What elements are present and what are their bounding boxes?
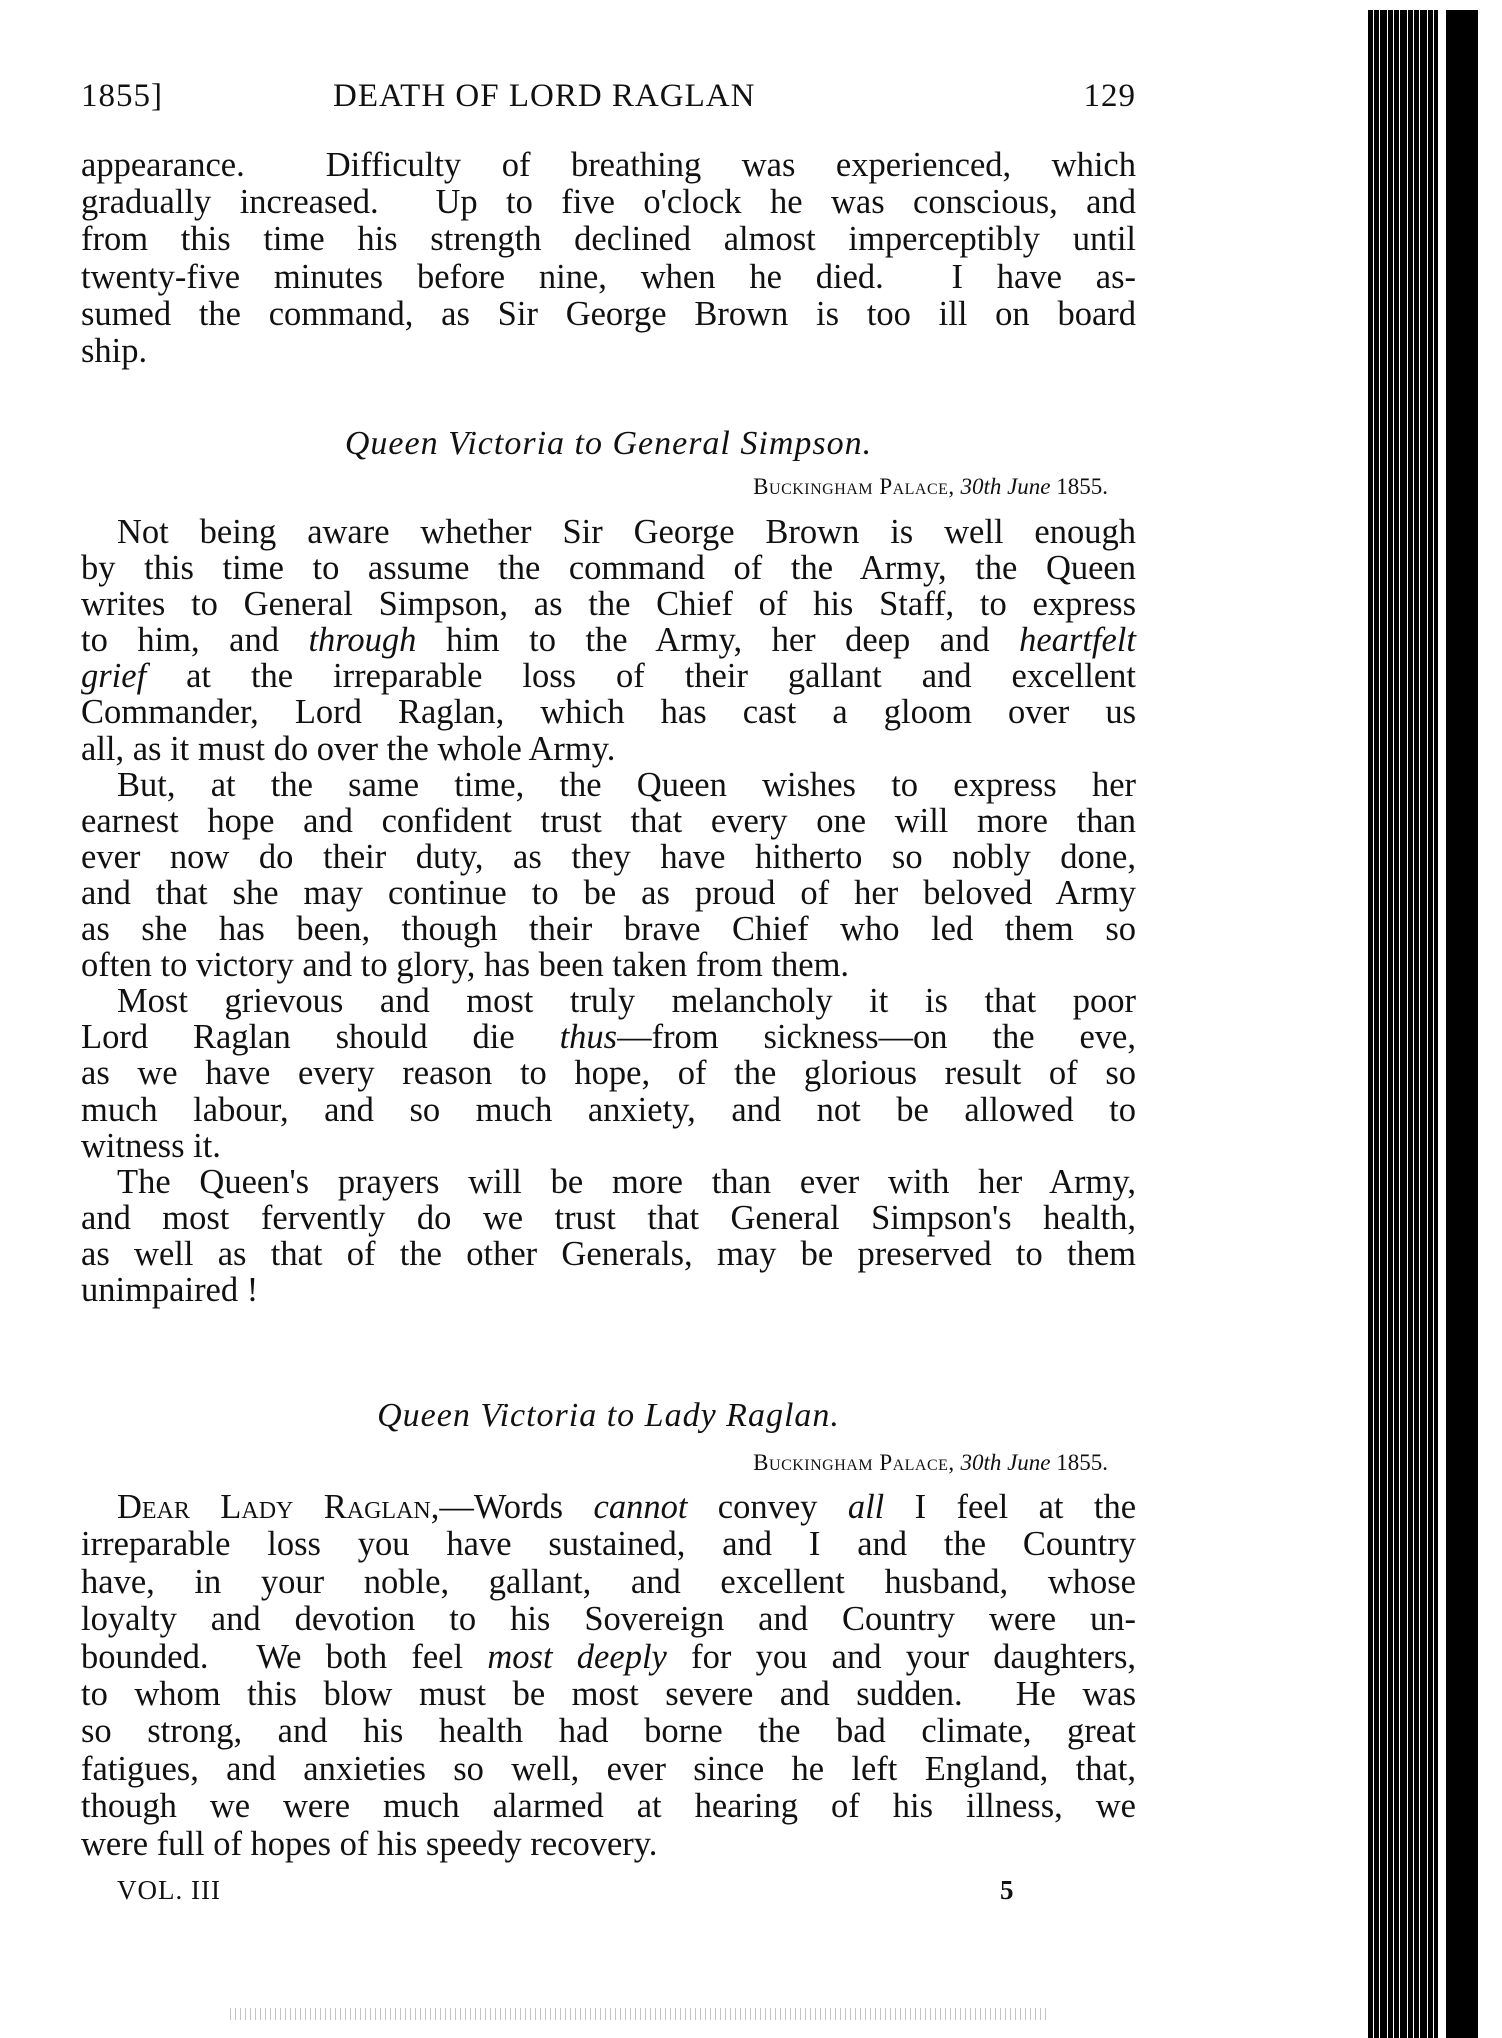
text-segment: Not being aware whether Sir George Brown is well enough — [117, 513, 1136, 551]
small-caps-text: Dear Lady Raglan — [117, 1488, 431, 1526]
italic-text: thus — [559, 1018, 618, 1057]
italic-text: cannot — [593, 1488, 688, 1526]
text-line — [81, 1826, 1136, 1863]
text-line — [81, 1639, 1136, 1676]
text-line — [81, 911, 1136, 947]
text-segment: appearance. Difficulty of breathing was experienced, which — [81, 146, 1136, 184]
text-line — [81, 1272, 1136, 1308]
text-segment: so strong, and his health had borne the bad climate, great — [81, 1712, 1136, 1751]
text-segment: for you and your daughters, — [666, 1637, 1137, 1676]
continued-text — [81, 147, 1136, 370]
text-segment: witness it. — [81, 1126, 221, 1165]
text-segment: bounded. We both feel — [81, 1637, 488, 1676]
italic-text: grief — [81, 657, 147, 696]
text-line — [81, 658, 1136, 694]
text-segment: irreparable loss you have sustained, and I and the Country — [81, 1525, 1136, 1564]
text-line — [81, 1092, 1136, 1128]
text-line — [81, 1601, 1136, 1638]
text-line — [81, 1788, 1136, 1825]
text-segment: much labour, and so much anxiety, and not be allowed to — [81, 1090, 1136, 1129]
text-line — [81, 1713, 1136, 1750]
text-line — [81, 803, 1136, 839]
text-line — [81, 1200, 1136, 1236]
text-segment: Commander, Lord Raglan, which has cast a gloom over us — [81, 693, 1136, 732]
text-segment: often to victory and to glory, has been taken from them. — [81, 946, 850, 985]
running-head-title: DEATH OF LORD RAGLAN — [333, 78, 756, 114]
text-line — [81, 1164, 1136, 1200]
text-line — [81, 767, 1136, 803]
text-segment: as we have every reason to hope, of the glorious result of so — [81, 1054, 1136, 1093]
date-day: 30th June — [960, 474, 1051, 499]
text-line — [81, 731, 1136, 767]
text-segment: unimpaired ! — [81, 1270, 259, 1309]
text-segment: But, at the same time, the Queen wishes to express her — [117, 765, 1136, 804]
italic-text: heartfelt — [1019, 621, 1136, 660]
text-line — [81, 259, 1136, 296]
date-year: 1855. — [1056, 474, 1108, 499]
text-segment: though we were much alarmed at hearing of his illness, we — [81, 1787, 1136, 1826]
text-segment: were full of hopes of his speedy recovery. — [81, 1824, 658, 1863]
text-segment: all, as it must do over the whole Army. — [81, 729, 616, 768]
text-segment: gradually increased. Up to five o'clock he was conscious, and — [81, 183, 1136, 222]
text-segment: and most fervently do we trust that General Simpson's health, — [81, 1198, 1136, 1237]
text-line — [81, 1526, 1136, 1563]
text-line — [81, 694, 1136, 730]
text-segment: him to the Army, her deep and — [416, 621, 1020, 660]
text-line — [81, 1128, 1136, 1164]
text-segment: by this time to assume the command of the Army, the Queen — [81, 549, 1136, 588]
running-head — [81, 78, 1136, 118]
date-place: Buckingham Palace, — [753, 1450, 955, 1475]
book-spine-scan-edge — [1368, 10, 1478, 2038]
text-line — [81, 1751, 1136, 1788]
text-line — [81, 839, 1136, 875]
text-segment: ship. — [81, 331, 148, 370]
text-segment: loyalty and devotion to his Sovereign and Country were un- — [81, 1600, 1136, 1639]
text-segment: convey — [687, 1488, 848, 1526]
text-segment: as she has been, though their brave Chief who led them so — [81, 910, 1136, 949]
text-segment: to whom this blow must be most severe and sudden. He was — [81, 1674, 1136, 1713]
text-segment: from this time his strength declined almost imperceptibly until — [81, 220, 1136, 259]
letter-dateline-simpson — [753, 474, 1108, 500]
letter-dateline-lady-raglan — [753, 1450, 1108, 1476]
page-number: 129 — [1083, 78, 1136, 114]
text-line — [81, 1019, 1136, 1055]
text-segment: at the irreparable loss of their gallant and excellent — [146, 657, 1136, 696]
text-segment: Most grievous and most truly melancholy it is that poor — [117, 982, 1136, 1021]
italic-text: through — [308, 621, 417, 660]
text-line — [81, 296, 1136, 333]
text-line — [81, 947, 1136, 983]
text-line — [81, 1236, 1136, 1272]
text-line — [81, 1676, 1136, 1713]
date-place: Buckingham Palace, — [753, 474, 955, 499]
text-line — [81, 184, 1136, 221]
scan-noise — [230, 2008, 1050, 2020]
text-segment: earnest hope and confident trust that every one will more than — [81, 801, 1136, 840]
date-year: 1855. — [1056, 1450, 1108, 1475]
italic-text: most deeply — [487, 1637, 667, 1676]
volume-mark: VOL. III — [117, 1875, 221, 1905]
text-segment: I feel at the — [884, 1488, 1137, 1526]
text-line — [81, 514, 1136, 550]
text-segment: sumed the command, as Sir George Brown is too ill on board — [81, 294, 1136, 333]
text-segment: fatigues, and anxieties so well, ever since he left England, that, — [81, 1749, 1136, 1788]
text-segment: The Queen's prayers will be more than ever with her Army, — [117, 1162, 1136, 1201]
text-line — [81, 983, 1136, 1019]
text-line — [81, 622, 1136, 658]
text-segment: and that she may continue to be as proud of her beloved Army — [81, 873, 1136, 912]
text-line — [81, 875, 1136, 911]
text-segment: writes to General Simpson, as the Chief of his Staff, to express — [81, 585, 1136, 624]
text-segment: to him, and — [81, 621, 309, 660]
text-line — [81, 147, 1136, 184]
text-segment: as well as that of the other Generals, may be preserved to them — [81, 1234, 1136, 1273]
letter-body-lady-raglan — [81, 1489, 1136, 1863]
text-line — [81, 550, 1136, 586]
text-segment: Lord Raglan should die — [81, 1018, 560, 1057]
text-line — [81, 586, 1136, 622]
text-segment: have, in your noble, gallant, and excellent husband, whose — [81, 1562, 1136, 1601]
text-segment: —from sickness—on the eve, — [617, 1018, 1136, 1057]
text-line — [81, 1055, 1136, 1091]
text-line — [81, 1564, 1136, 1601]
text-line — [81, 1489, 1136, 1526]
text-segment: ever now do their duty, as they have hitherto so nobly done, — [81, 837, 1136, 876]
running-head-year: 1855] — [81, 78, 163, 114]
text-segment: ,—Words — [430, 1488, 594, 1526]
date-day: 30th June — [960, 1450, 1051, 1475]
letter-heading-simpson: Queen Victoria to General Simpson. — [344, 425, 873, 462]
text-segment: twenty-five minutes before nine, when he died. I have as- — [81, 257, 1136, 296]
letter-body-simpson — [81, 514, 1136, 1308]
italic-text: all — [847, 1488, 885, 1526]
text-line — [81, 221, 1136, 258]
text-line — [81, 333, 1136, 370]
signature-mark: 5 — [1000, 1875, 1014, 1905]
letter-heading-lady-raglan: Queen Victoria to Lady Raglan. — [377, 1397, 840, 1434]
